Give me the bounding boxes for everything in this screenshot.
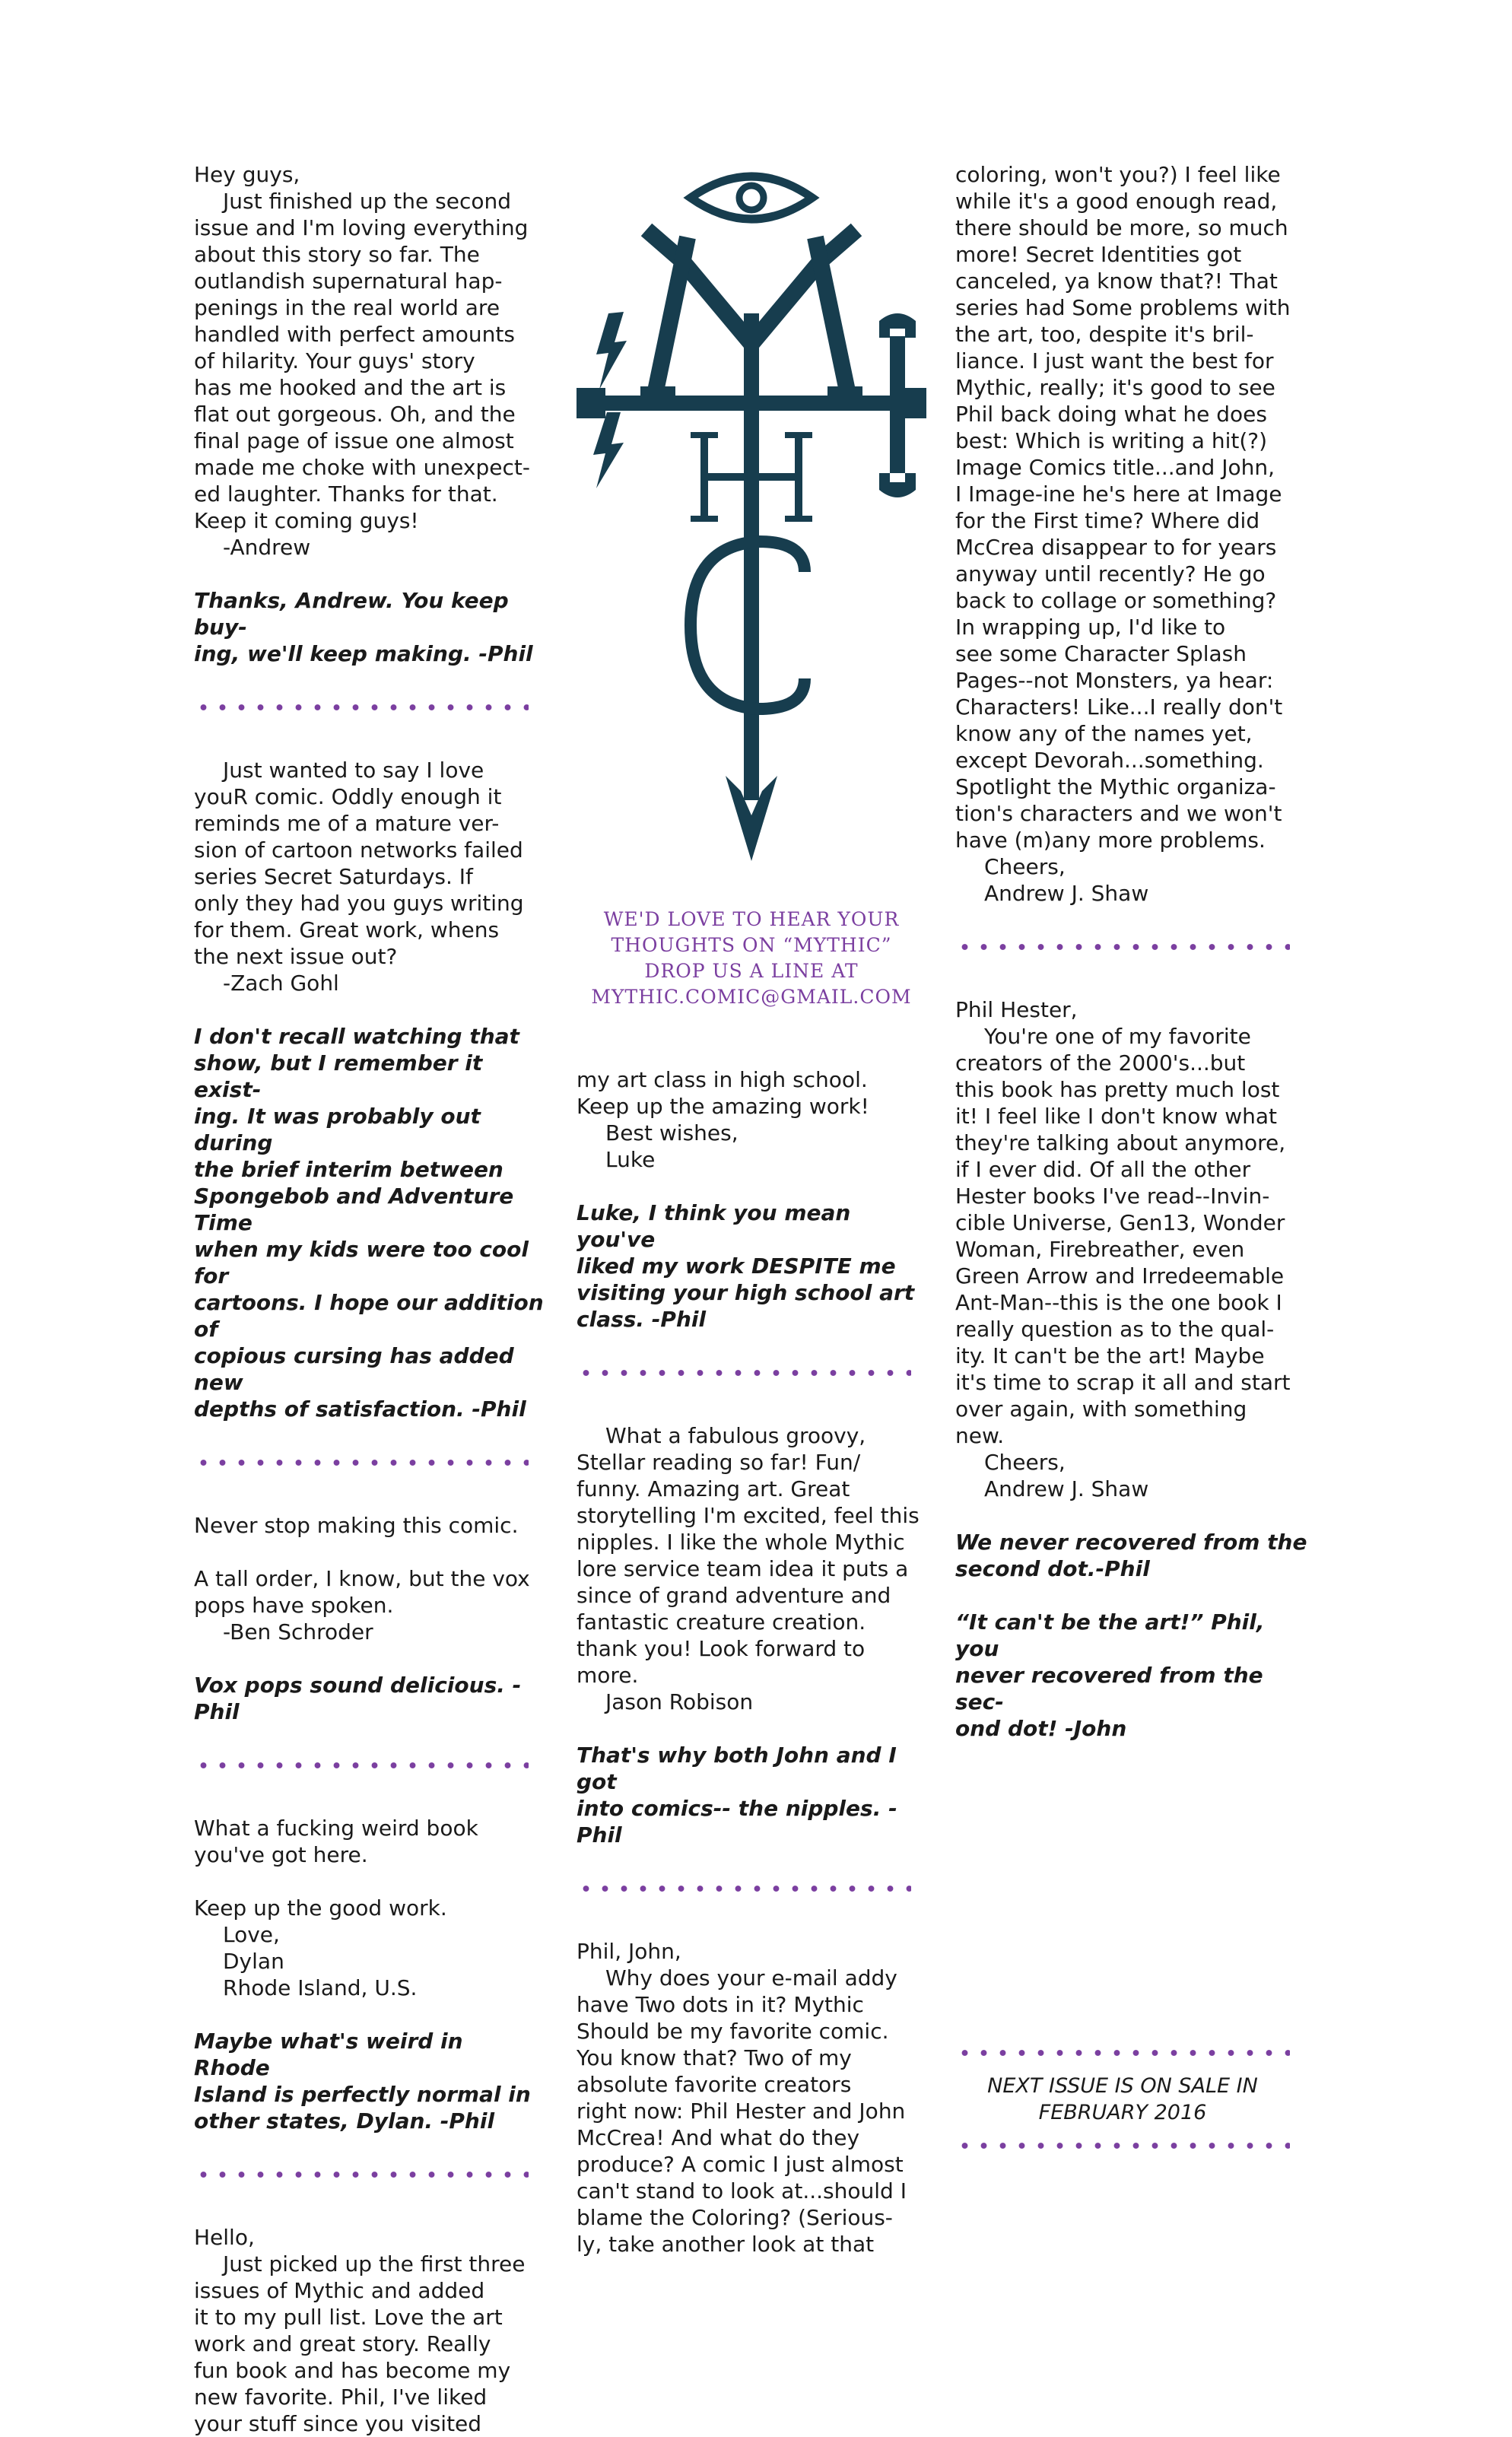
- letter-line: Spotlight the Mythic organiza-: [955, 774, 1276, 799]
- reply-andrew: [194, 587, 544, 667]
- letter-line: pops have spoken.: [194, 1593, 394, 1618]
- reply-luke: [577, 1199, 926, 1333]
- letter-line: Cheers,: [984, 854, 1066, 879]
- dotted-divider: [955, 2143, 1290, 2149]
- reply-line: when my kids were too cool for: [194, 1237, 529, 1288]
- letter-line: What a fucking weird book: [194, 1816, 478, 1841]
- reply-line: never recovered from the sec-: [955, 1663, 1263, 1714]
- letter-line: new.: [955, 1423, 1005, 1448]
- reply-shaw2-john: [955, 1609, 1313, 1742]
- letter-line: Love,: [223, 1922, 280, 1947]
- letter-dylan: [194, 1815, 544, 2001]
- column-middle: [577, 1066, 926, 2257]
- letter-line: Keep up the amazing work!: [577, 1094, 869, 1119]
- letter-line: can't stand to look at...should I: [577, 2178, 907, 2203]
- letter-line: have Two dots in it? Mythic: [577, 1992, 864, 2017]
- letter-line: Ant-Man--this is the one book I: [955, 1290, 1282, 1315]
- letter-line: of hilarity. Your guys' story: [194, 348, 475, 373]
- dotted-divider: [577, 1862, 926, 1915]
- letter-line: more.: [577, 1663, 639, 1688]
- reply-line: We never recovered from the: [955, 1530, 1307, 1555]
- reply-line: the brief interim between: [194, 1157, 503, 1182]
- letter-line: youR comic. Oddly enough it: [194, 784, 502, 809]
- reply-line: Spongebob and Adventure Time: [194, 1184, 514, 1235]
- next-issue-note: [955, 2050, 1290, 2149]
- letter-line: except Devorah...something.: [955, 748, 1264, 773]
- letter-line: I Image-ine he's here at Image: [955, 481, 1282, 507]
- letter-line: Hey guys,: [194, 162, 300, 187]
- contact-line: WE'D LOVE TO HEAR YOUR: [603, 908, 900, 930]
- letter-line: handled with perfect amounts: [194, 322, 515, 347]
- letter-line: A tall order, I know, but the vox: [194, 1566, 530, 1591]
- letter-luke-part1: [194, 2224, 544, 2437]
- letter-line: Phil, John,: [577, 1939, 681, 1964]
- dotted-divider: [194, 681, 544, 734]
- letter-line: You're one of my favorite: [984, 1024, 1251, 1049]
- letter-line: Just wanted to say I love: [223, 758, 484, 783]
- letter-line: fun book and has become my: [194, 2358, 511, 2383]
- letter-line: issues of Mythic and added: [194, 2278, 485, 2303]
- letter-line: over again, with something: [955, 1396, 1247, 1422]
- letter-line: funny. Amazing art. Great: [577, 1476, 850, 1501]
- letter-line: while it's a good enough read,: [955, 189, 1278, 214]
- letter-line: outlandish supernatural hap-: [194, 268, 503, 294]
- letter-line: for the First time? Where did: [955, 508, 1260, 533]
- reply-line: copious cursing has added new: [194, 1343, 514, 1395]
- reply-ben: [194, 1672, 544, 1725]
- letter-signature: Dylan: [223, 1949, 284, 1974]
- letter-line: blame the Coloring? (Serious-: [577, 2205, 893, 2230]
- letter-line: Mythic, really; it's good to see: [955, 375, 1275, 400]
- dotted-divider: [577, 1346, 926, 1400]
- letter-line: Should be my favorite comic.: [577, 2019, 889, 2044]
- letter-line: right now: Phil Hester and John: [577, 2099, 906, 2124]
- letter-line: Rhode Island, U.S.: [223, 1975, 418, 2000]
- reply-line: Maybe what's weird in Rhode: [194, 2029, 463, 2080]
- letter-line: Characters! Like...I really don't: [955, 694, 1283, 720]
- reply-line: Luke, I think you mean you've: [577, 1200, 851, 1252]
- letter-line: new favorite. Phil, I've liked: [194, 2385, 488, 2410]
- letter-line: absolute favorite creators: [577, 2072, 852, 2097]
- letter-line: best: Which is writing a hit(?): [955, 428, 1268, 453]
- letter-line: Cheers,: [984, 1450, 1066, 1475]
- letter-line: Pages--not Monsters, ya hear:: [955, 668, 1274, 693]
- reply-line: into comics-- the nipples. -Phil: [577, 1796, 897, 1848]
- letter-line: really question as to the qual-: [955, 1317, 1275, 1342]
- letter-signature: Andrew J. Shaw: [984, 881, 1149, 906]
- reply-line: class. -Phil: [577, 1307, 707, 1332]
- letter-line: it! I feel like I don't know what: [955, 1104, 1277, 1129]
- contact-line: DROP US A LINE AT: [644, 960, 859, 982]
- letter-line: tion's characters and we won't: [955, 801, 1282, 826]
- letter-line: You know that? Two of my: [577, 2045, 852, 2070]
- dotted-divider: [194, 2148, 544, 2201]
- column-left: [194, 161, 544, 2437]
- letter-line: back to collage or something?: [955, 588, 1277, 613]
- letter-shaw2: [955, 996, 1313, 1502]
- letter-ben: [194, 1512, 544, 1645]
- letter-line: sion of cartoon networks failed: [194, 837, 523, 863]
- letter-signature: Andrew J. Shaw: [984, 1476, 1149, 1501]
- mythic-sigil-icon: [577, 161, 926, 861]
- letter-line: Never stop making this comic.: [194, 1513, 519, 1538]
- letter-line: storytelling I'm excited, feel this: [577, 1503, 920, 1528]
- letter-signature: -Zach Gohl: [223, 971, 339, 996]
- letter-line: In wrapping up, I'd like to: [955, 615, 1226, 640]
- letter-line: nipples. I like the whole Mythic: [577, 1530, 905, 1555]
- reply-line: I don't recall watching that: [194, 1024, 519, 1049]
- letter-line: since of grand adventure and: [577, 1583, 891, 1608]
- reply-line: Vox pops sound delicious. -Phil: [194, 1673, 522, 1724]
- reply-line: cartoons. I hope our addition of: [194, 1290, 544, 1342]
- letter-line: final page of issue one almost: [194, 428, 514, 453]
- reply-line: “It can't be the art!” Phil, you: [955, 1609, 1265, 1661]
- letter-signature: -Andrew: [223, 535, 311, 560]
- reply-line: depths of satisfaction. -Phil: [194, 1396, 526, 1422]
- letter-line: about this story so far. The: [194, 242, 480, 267]
- letter-signature: -Ben Schroder: [223, 1619, 373, 1644]
- reply-line: liked my work DESPITE me: [577, 1253, 896, 1279]
- letter-line: my art class in high school.: [577, 1067, 868, 1092]
- letter-line: Phil Hester,: [955, 997, 1078, 1022]
- letter-line: there should be more, so much: [955, 215, 1288, 240]
- letter-shaw1-part1: [577, 1938, 926, 2257]
- letter-line: see some Character Splash: [955, 641, 1247, 666]
- letter-signature: Jason Robison: [605, 1689, 754, 1714]
- letter-line: series Secret Saturdays. If: [194, 864, 473, 889]
- letter-line: Image Comics title...and John,: [955, 455, 1275, 480]
- letter-line: flat out gorgeous. Oh, and the: [194, 402, 516, 427]
- letter-line: reminds me of a mature ver-: [194, 811, 500, 836]
- letter-shaw1-part2: [955, 161, 1313, 907]
- letter-andrew: [194, 161, 544, 561]
- letter-line: the next issue out?: [194, 944, 398, 969]
- dotted-divider: [955, 2050, 1290, 2056]
- letter-line: Keep it coming guys!: [194, 508, 419, 533]
- letter-line: produce? A comic I just almost: [577, 2152, 904, 2177]
- letter-line: ly, take another look at that: [577, 2232, 875, 2257]
- dotted-divider: [194, 1739, 544, 1792]
- reply-line: That's why both John and I got: [577, 1743, 897, 1794]
- letter-jason: [577, 1422, 926, 1715]
- letter-line: it's time to scrap it all and start: [955, 1370, 1291, 1395]
- letter-line: issue and I'm loving everything: [194, 215, 529, 240]
- letter-line: thank you! Look forward to: [577, 1636, 866, 1661]
- letter-line: coloring, won't you?) I feel like: [955, 162, 1281, 187]
- letter-line: fantastic creature creation.: [577, 1609, 866, 1635]
- reply-dylan: [194, 2028, 544, 2134]
- letter-line: Keep up the good work.: [194, 1895, 447, 1921]
- letter-zach: [194, 757, 544, 996]
- letter-line: it to my pull list. Love the art: [194, 2305, 503, 2330]
- letter-line: ity. It can't be the art! Maybe: [955, 1343, 1265, 1368]
- letter-line: McCrea! And what do they: [577, 2125, 860, 2150]
- contact-line: THOUGHTS ON “MYTHIC”: [611, 934, 892, 956]
- reply-line: ing. It was probably out during: [194, 1104, 481, 1155]
- letter-line: have (m)any more problems.: [955, 828, 1266, 853]
- letter-line: Hester books I've read--Invin-: [955, 1184, 1270, 1209]
- letter-line: work and great story. Really: [194, 2331, 491, 2356]
- reply-shaw2-phil: [955, 1529, 1313, 1582]
- dotted-divider: [194, 1436, 544, 1489]
- letter-line: Green Arrow and Irredeemable: [955, 1263, 1285, 1288]
- letter-line: Phil back doing what he does: [955, 402, 1267, 427]
- letter-line: What a fabulous groovy,: [605, 1423, 866, 1448]
- letter-line: Woman, Firebreather, even: [955, 1237, 1245, 1262]
- letter-line: McCrea disappear to for years: [955, 535, 1277, 560]
- next-issue-line: NEXT ISSUE IS ON SALE IN: [987, 2074, 1258, 2098]
- letter-line: you've got here.: [194, 1842, 368, 1867]
- contact-box: [577, 907, 926, 1010]
- letter-line: know any of the names yet,: [955, 721, 1253, 746]
- letter-line: ed laughter. Thanks for that.: [194, 481, 498, 507]
- letter-line: the art, too, despite it's bril-: [955, 322, 1254, 347]
- letter-line: only they had you guys writing: [194, 891, 524, 916]
- letter-line: made me choke with unexpect-: [194, 455, 530, 480]
- column-right: [955, 161, 1313, 1742]
- letter-line: lore service team idea it puts a: [577, 1556, 909, 1581]
- mythic-logo: [577, 161, 926, 861]
- letter-line: if I ever did. Of all the other: [955, 1157, 1251, 1182]
- letter-line: liance. I just want the best for: [955, 348, 1274, 373]
- letter-line: for them. Great work, whens: [194, 917, 500, 942]
- letter-line: cible Universe, Gen13, Wonder: [955, 1210, 1285, 1235]
- letter-line: they're talking about anymore,: [955, 1130, 1286, 1155]
- reply-line: show, but I remember it exist-: [194, 1050, 483, 1102]
- reply-line: ing, we'll keep making. -Phil: [194, 641, 533, 666]
- letter-line: Why does your e-mail addy: [605, 1965, 897, 1991]
- letter-signature: Luke: [605, 1147, 656, 1172]
- letter-line: series had Some problems with: [955, 295, 1291, 320]
- letter-line: Stellar reading so far! Fun/: [577, 1450, 861, 1475]
- letter-line: creators of the 2000's...but: [955, 1050, 1246, 1076]
- letter-line: more! Secret Identities got: [955, 242, 1242, 267]
- letter-line: has me hooked and the art is: [194, 375, 507, 400]
- contact-email[interactable]: MYTHIC.COMIC@GMAIL.COM: [591, 986, 912, 1008]
- letter-line: anyway until recently? He go: [955, 561, 1266, 586]
- letter-line: Best wishes,: [605, 1120, 739, 1145]
- reply-zach: [194, 1023, 544, 1422]
- dotted-divider: [955, 920, 1313, 974]
- reply-line: ond dot! -John: [955, 1716, 1127, 1741]
- letter-line: penings in the real world are: [194, 295, 500, 320]
- letter-line: your stuff since you visited: [194, 2411, 482, 2436]
- letter-line: Just picked up the first three: [223, 2251, 526, 2277]
- letter-line: this book has pretty much lost: [955, 1077, 1280, 1102]
- reply-line: second dot.-Phil: [955, 1556, 1150, 1581]
- letter-line: canceled, ya know that?! That: [955, 268, 1278, 294]
- reply-line: other states, Dylan. -Phil: [194, 2108, 495, 2134]
- reply-line: visiting your high school art: [577, 1280, 915, 1305]
- letter-line: Just finished up the second: [223, 189, 511, 214]
- next-issue-date: FEBRUARY 2016: [1038, 2101, 1207, 2124]
- reply-line: Island is perfectly normal in: [194, 2082, 531, 2107]
- reply-jason: [577, 1742, 926, 1848]
- reply-line: Thanks, Andrew. You keep buy-: [194, 588, 509, 640]
- letter-line: Hello,: [194, 2225, 255, 2250]
- letter-luke-part2: [577, 1066, 926, 1173]
